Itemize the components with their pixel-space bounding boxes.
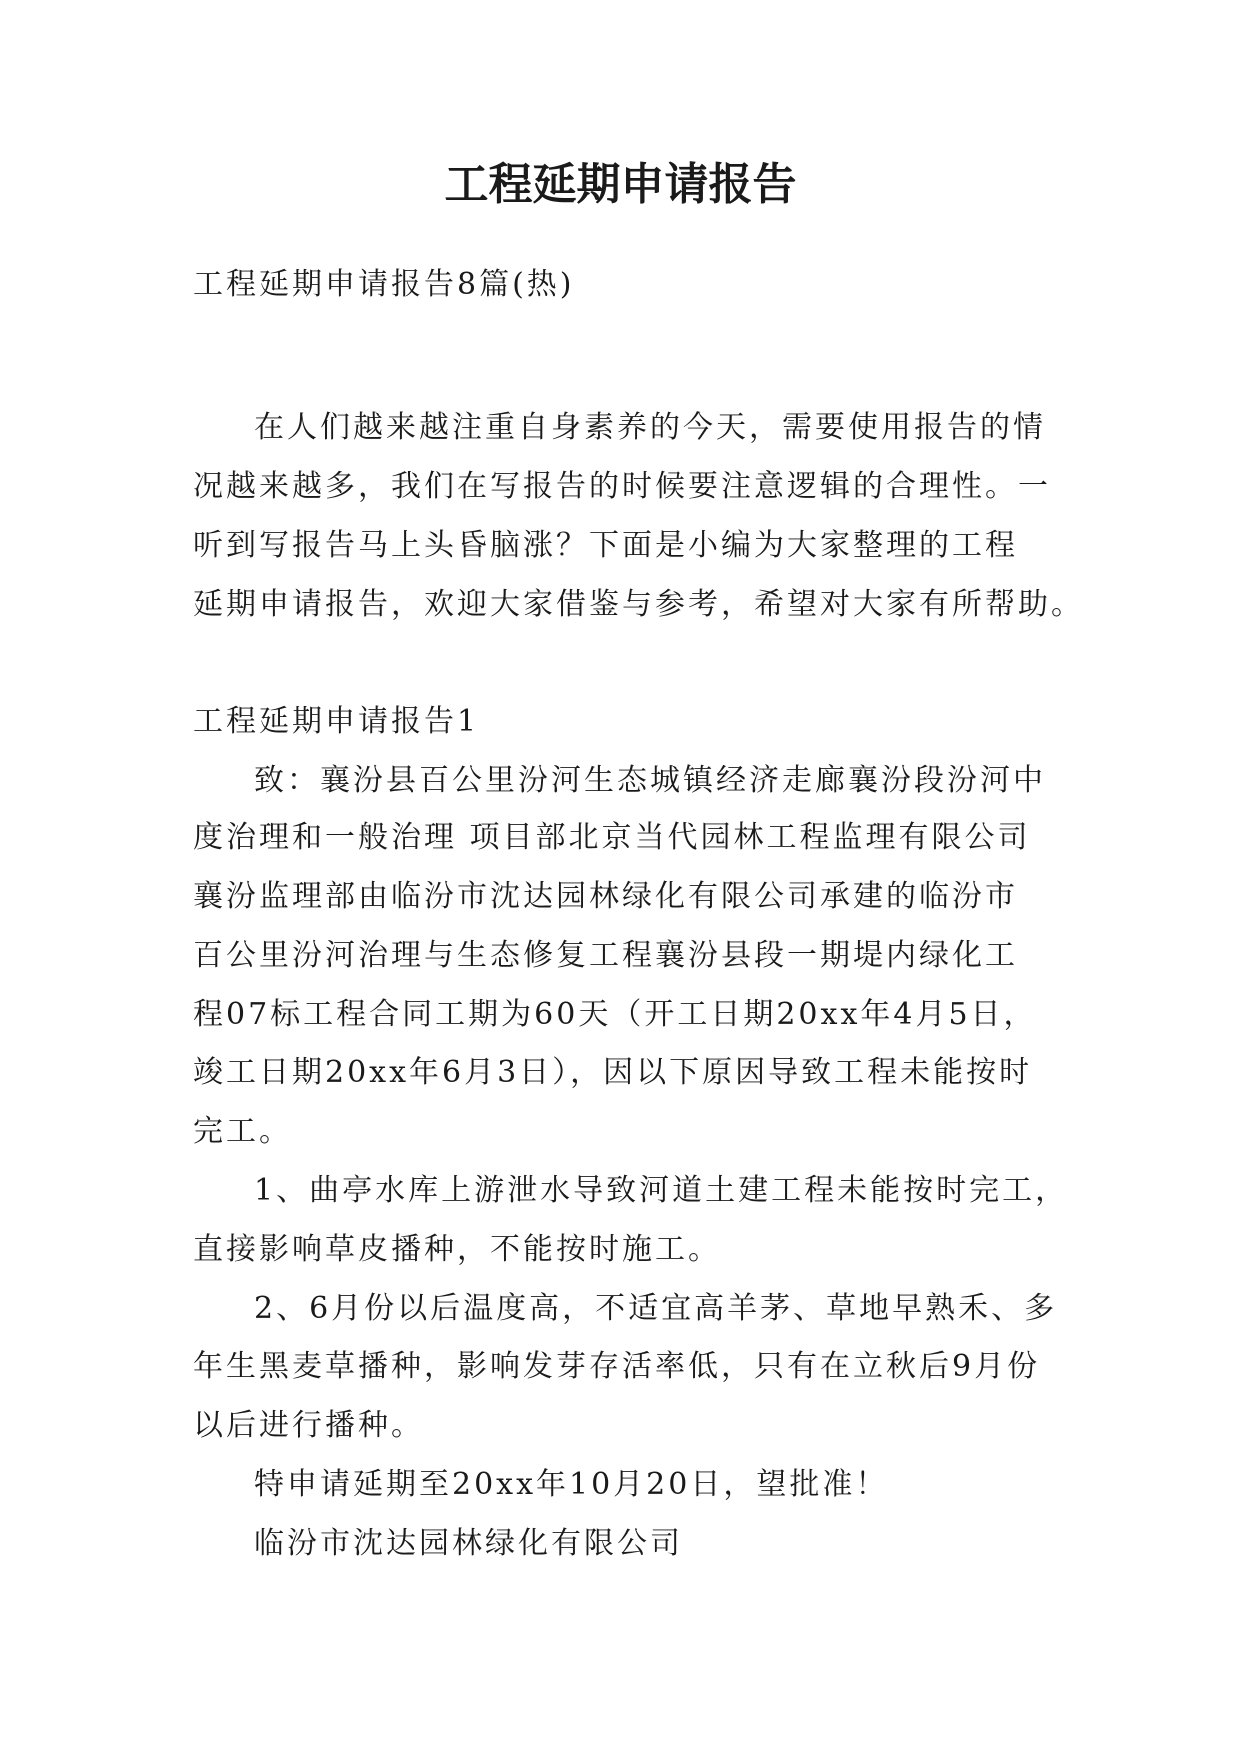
intro-line: 延期申请报告，欢迎大家借鉴与参考，希望对大家有所帮助。 [193,587,1084,622]
document-subtitle: 工程延期申请报告8篇(热) [193,267,575,302]
body-line: 临汾市沈达园林绿化有限公司 [254,1526,683,1561]
body-line: 襄汾监理部由临汾市沈达园林绿化有限公司承建的临汾市 [193,879,1018,914]
intro-line: 在人们越来越注重自身素养的今天，需要使用报告的情 [254,410,1046,445]
body-line: 2、6月份以后温度高，不适宜高羊茅、草地早熟禾、多 [254,1291,1058,1326]
body-line: 年生黑麦草播种，影响发芽存活率低，只有在立秋后9月份 [193,1349,1041,1384]
body-line: 特申请延期至20xx年10月20日，望批准！ [254,1467,889,1502]
intro-line: 听到写报告马上头昏脑涨？下面是小编为大家整理的工程 [193,528,1018,563]
body-line: 程07标工程合同工期为60天（开工日期20xx年4月5日， [193,997,1037,1032]
body-line: 完工。 [193,1114,292,1149]
document-title: 工程延期申请报告 [444,159,797,210]
body-line: 1、曲亭水库上游泄水导致河道土建工程未能按时完工， [254,1173,1069,1208]
body-line: 以后进行播种。 [193,1408,424,1443]
section-heading: 工程延期申请报告1 [193,704,480,739]
intro-line: 况越来越多，我们在写报告的时候要注意逻辑的合理性。一 [193,469,1051,504]
body-line: 度治理和一般治理 项目部北京当代园林工程监理有限公司 [193,820,1031,855]
body-line: 致：襄汾县百公里汾河生态城镇经济走廊襄汾段汾河中 [254,763,1046,798]
body-line: 竣工日期20xx年6月3日），因以下原因导致工程未能按时 [193,1055,1033,1090]
body-line: 百公里汾河治理与生态修复工程襄汾县段一期堤内绿化工 [193,938,1018,973]
body-line: 直接影响草皮播种，不能按时施工。 [193,1232,721,1267]
